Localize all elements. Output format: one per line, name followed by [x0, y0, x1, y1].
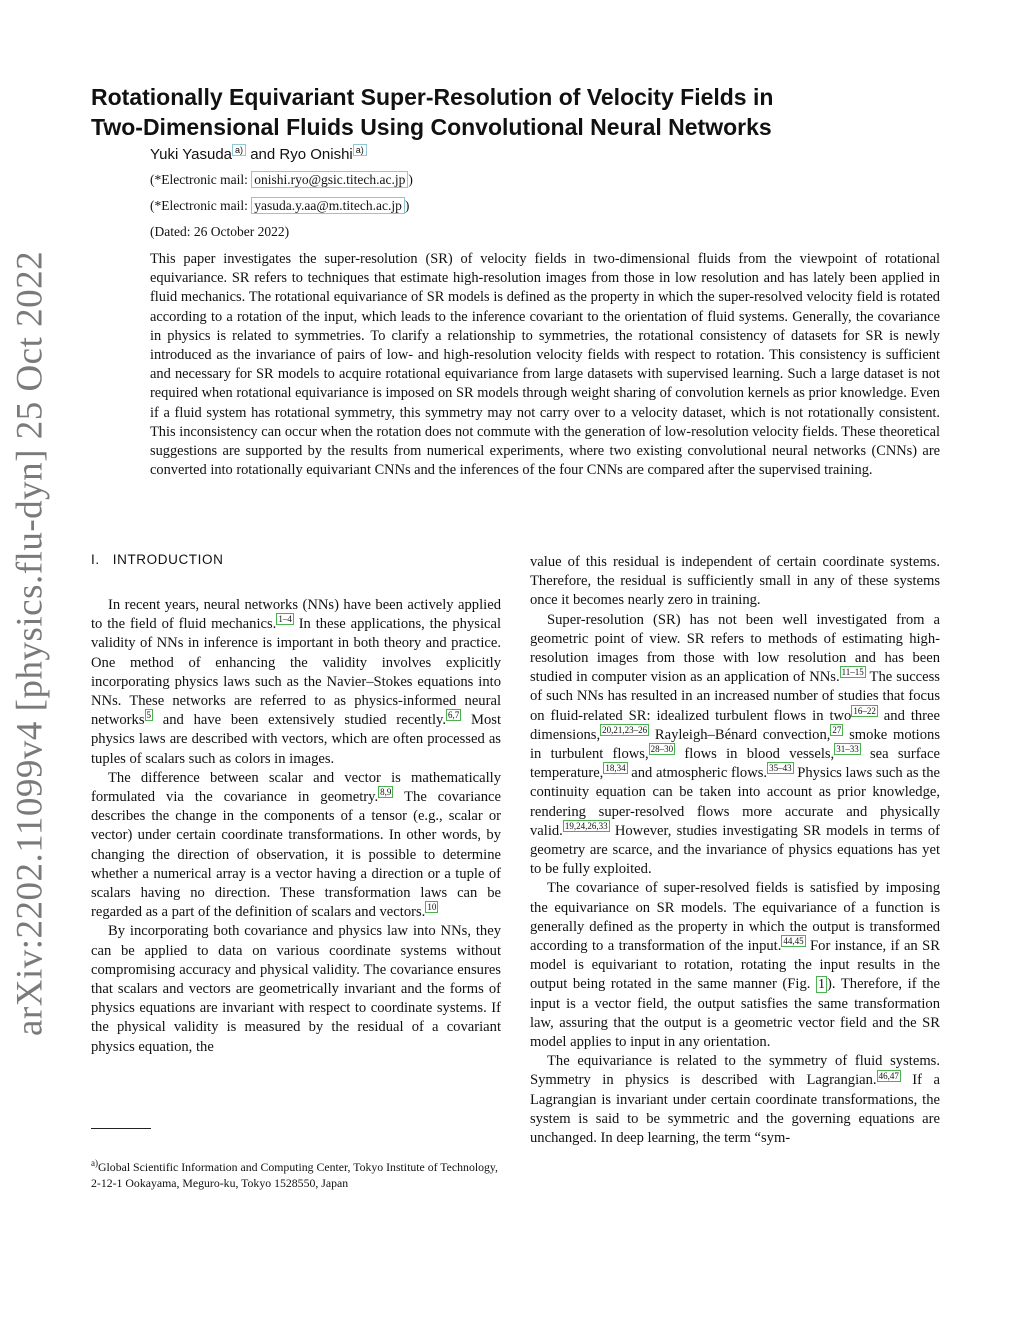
citation-link[interactable]: 8,9 — [380, 787, 392, 798]
email-line — [150, 171, 413, 189]
author-conjunction: and — [246, 146, 280, 163]
email-suffix: ) — [408, 172, 413, 187]
citation-link[interactable]: 5 — [146, 710, 152, 721]
footnote-mark: a) — [91, 1158, 98, 1169]
citation-link[interactable]: 35–43 — [769, 763, 792, 774]
paragraph: By incorporating both covariance and physics law into NNs, they can be applied to data on various coordinate systems without compromising accuracy and physical validity. The covariance ensures that scalars and vectors are geometrically invariant and the forms of physics equations are invariant with respect to coordinate systems. If the physical validity is measured by the residual of a covariant physics equation, the — [91, 923, 501, 1055]
paragraph: The covariance of super-resolved fields is satisfied by imposing the equivariance on SR models. The equivariance of a function is generally defined as the property in which the output is transformed according to a transformation of the input. $^{44,45}$ For instance, if an SR model is equivariant to rotation, rotating the input results in the output being rotated in the same manner (Fig. 1 ). Therefore, if the input is a vector field, the output satisfies the same transformation law, assuring that the output is a geometric vector field and the SR model applies to input in any orientation. — [530, 880, 940, 1051]
figure-link[interactable]: 1 — [818, 977, 826, 993]
citation-link[interactable]: 28–30 — [650, 744, 674, 755]
section-number: I. — [91, 552, 100, 567]
paragraph: value of this residual is independent of certain coordinate systems. Therefore, the residual is sufficiently small in any of these systems once it becomes nearly zero in training. — [530, 554, 940, 609]
author-list — [150, 145, 367, 165]
citation-link[interactable]: 1–4 — [278, 614, 292, 625]
citation-link[interactable]: 11–15 — [841, 667, 864, 678]
paragraph: The difference between scalar and vector is mathematically formulated via the covariance in geometry. $^{8,9}$ The covariance describes the change in the components of a tensor (e.g., scalar or vector) under certain coordinate transformations. In other words, by changing the direction of observation, it is possible to determine whether a numerical array is a vector having a direction or a tuple of scalars having no direction. These transformation laws can be regarded as a part of the definition of scalars and vectors. $^{10}$ — [91, 769, 502, 921]
author-name: Yuki Yasuda — [150, 146, 233, 163]
abstract: This paper investigates the super-resolution (SR) of velocity fields in two-dimensional fluids from the viewpoint of rotational equivariance. SR refers to techniques that estimate high-resolution images from those in low resolution and has lately been applied in fluid mechanics. The rotational equivariance of SR models is defined as the property in which the super-resolved velocity field is rotated according to a rotation of the input, which leads to the inference covariant to the orientation of fluid systems. Generally, the covariance in physics is related to symmetries. To clarify a relationship to symmetries, the rotational consistency of datasets for SR is newly introduced as the invariance of pairs of low- and high-resolution velocity fields with respect to rotation. This consistency is sufficient and necessary for SR models to acquire rotational equivariance from large datasets with supervised learning. Such a large dataset is not required when rotational equivariance is imposed on SR models through weight sharing of convolution kernels as prior knowledge. Even if a fluid system has rotational symmetry, this symmetry may not carry over to a velocity dataset, which is not rotationally consistent. This inconsistency can occur when the rotation does not commute with the generation of low-resolution velocity fields. These theoretical suggestions are supported by the results from numerical experiments, where two existing convolutional neural networks (CNNs) are converted into rotationally equivariant CNNs and the inferences of the four CNNs are compared after the supervised training. — [150, 251, 940, 479]
section-title: INTRODUCTION — [112, 552, 224, 567]
email-link[interactable]: yasuda.y.aa@m.titech.ac.jp — [251, 197, 405, 214]
footnote — [91, 1160, 501, 1191]
email-link[interactable]: onishi.ryo@gsic.titech.ac.jp — [251, 171, 408, 188]
author-name: Ryo Onishi — [279, 146, 353, 163]
date-line: (Dated: 26 October 2022) — [150, 224, 290, 239]
citation-link[interactable]: 27 — [832, 724, 842, 735]
paper-title — [91, 82, 971, 142]
citation-link[interactable]: 20,21,23–26 — [602, 724, 648, 735]
affiliation-link[interactable]: a) — [353, 144, 367, 156]
email-prefix: (*Electronic mail: — [150, 198, 252, 213]
title-line-2: Two-Dimensional Fluids Using Convolutional Neural Networks — [91, 114, 772, 140]
email-line — [150, 197, 409, 215]
citation-link[interactable]: 16–22 — [853, 705, 876, 716]
left-column — [91, 596, 501, 1057]
affiliation-link[interactable]: a) — [232, 144, 246, 156]
right-column — [530, 553, 940, 1148]
citation-link[interactable]: 6,7 — [448, 710, 460, 721]
footnote-affiliation: Global Scientific Information and Computing Center, Tokyo Institute of Technology, — [98, 1160, 498, 1174]
title-line-1: Rotationally Equivariant Super-Resolution of Velocity Fields in — [91, 84, 774, 110]
citation-link[interactable]: 46,47 — [878, 1070, 899, 1081]
citation-link[interactable]: 19,24,26,33 — [564, 820, 608, 831]
arxiv-side-identifier: arXiv:2202.11099v4 [physics.flu-dyn] 25 Oct 2022 — [9, 250, 51, 1036]
email-suffix: ) — [404, 198, 410, 213]
paragraph: In recent years, neural networks (NNs) have been actively applied to the field of fluid mechanics. $^{1-4}$ In these applications, the physical validity of NNs in inference is important in both theory and practice. One method of enhancing the validity involves explicitly incorporating physics laws such as the Navier–Stokes equations into NNs. These networks are referred to as physics-informed neural networks $^5$ and have been extensively studied recently. $^{6,7}$ Most physics laws are described with vectors, which are often processed as tuples of scalars such as colors in images. — [91, 597, 502, 767]
citation-link[interactable]: 18,34 — [605, 763, 626, 774]
footnote-rule — [91, 1128, 151, 1129]
section-heading — [91, 552, 223, 567]
paragraph: Super-resolution (SR) has not been well investigated from a geometric point of view. SR refers to methods of estimating high-resolution images from those with low resolution and has been studied in computer vision as an application of NNs. $^{11-15}$ The success of such NNs has resulted in an increased number of studies that focus on fluid-related SR: idealized turbulent flows in two $^{16-22}$ and three dimensions, $^{20,21,23-26}$ Rayleigh–Bénard convection, $^{27}$ smoke motions in turbulent flows, $^{28-30}$ flows in blood vessels, $^{31-33}$ sea surface temperature, $^{18,34}$ and atmospheric flows. $^{35-43}$ Physics laws such as the continuity equation can be taken into account as prior knowledge, rendering super-resolved flows more accurate and physically valid. $^{19,24,26,33}$ However, studies investigating SR models in terms of geometry are scarce, and the invariance of physics equations has yet to be fully exploited. — [530, 611, 940, 878]
citation-link[interactable]: 31–33 — [836, 744, 859, 755]
citation-link[interactable]: 44,45 — [783, 936, 804, 947]
citation-link[interactable]: 10 — [427, 902, 437, 913]
footnote-address: 2-12-1 Ookayama, Meguro-ku, Tokyo 1528550, Japan — [91, 1175, 349, 1190]
paragraph: The equivariance is related to the symmetry of fluid systems. Symmetry in physics is described with Lagrangian. $^{46,47}$ If a Lagrangian is invariant under certain coordinate transformations, the system is said to be symmetric and the governing equations are unchanged. In deep learning, the term “sym- — [530, 1053, 940, 1147]
email-prefix: (*Electronic mail: — [150, 172, 252, 187]
